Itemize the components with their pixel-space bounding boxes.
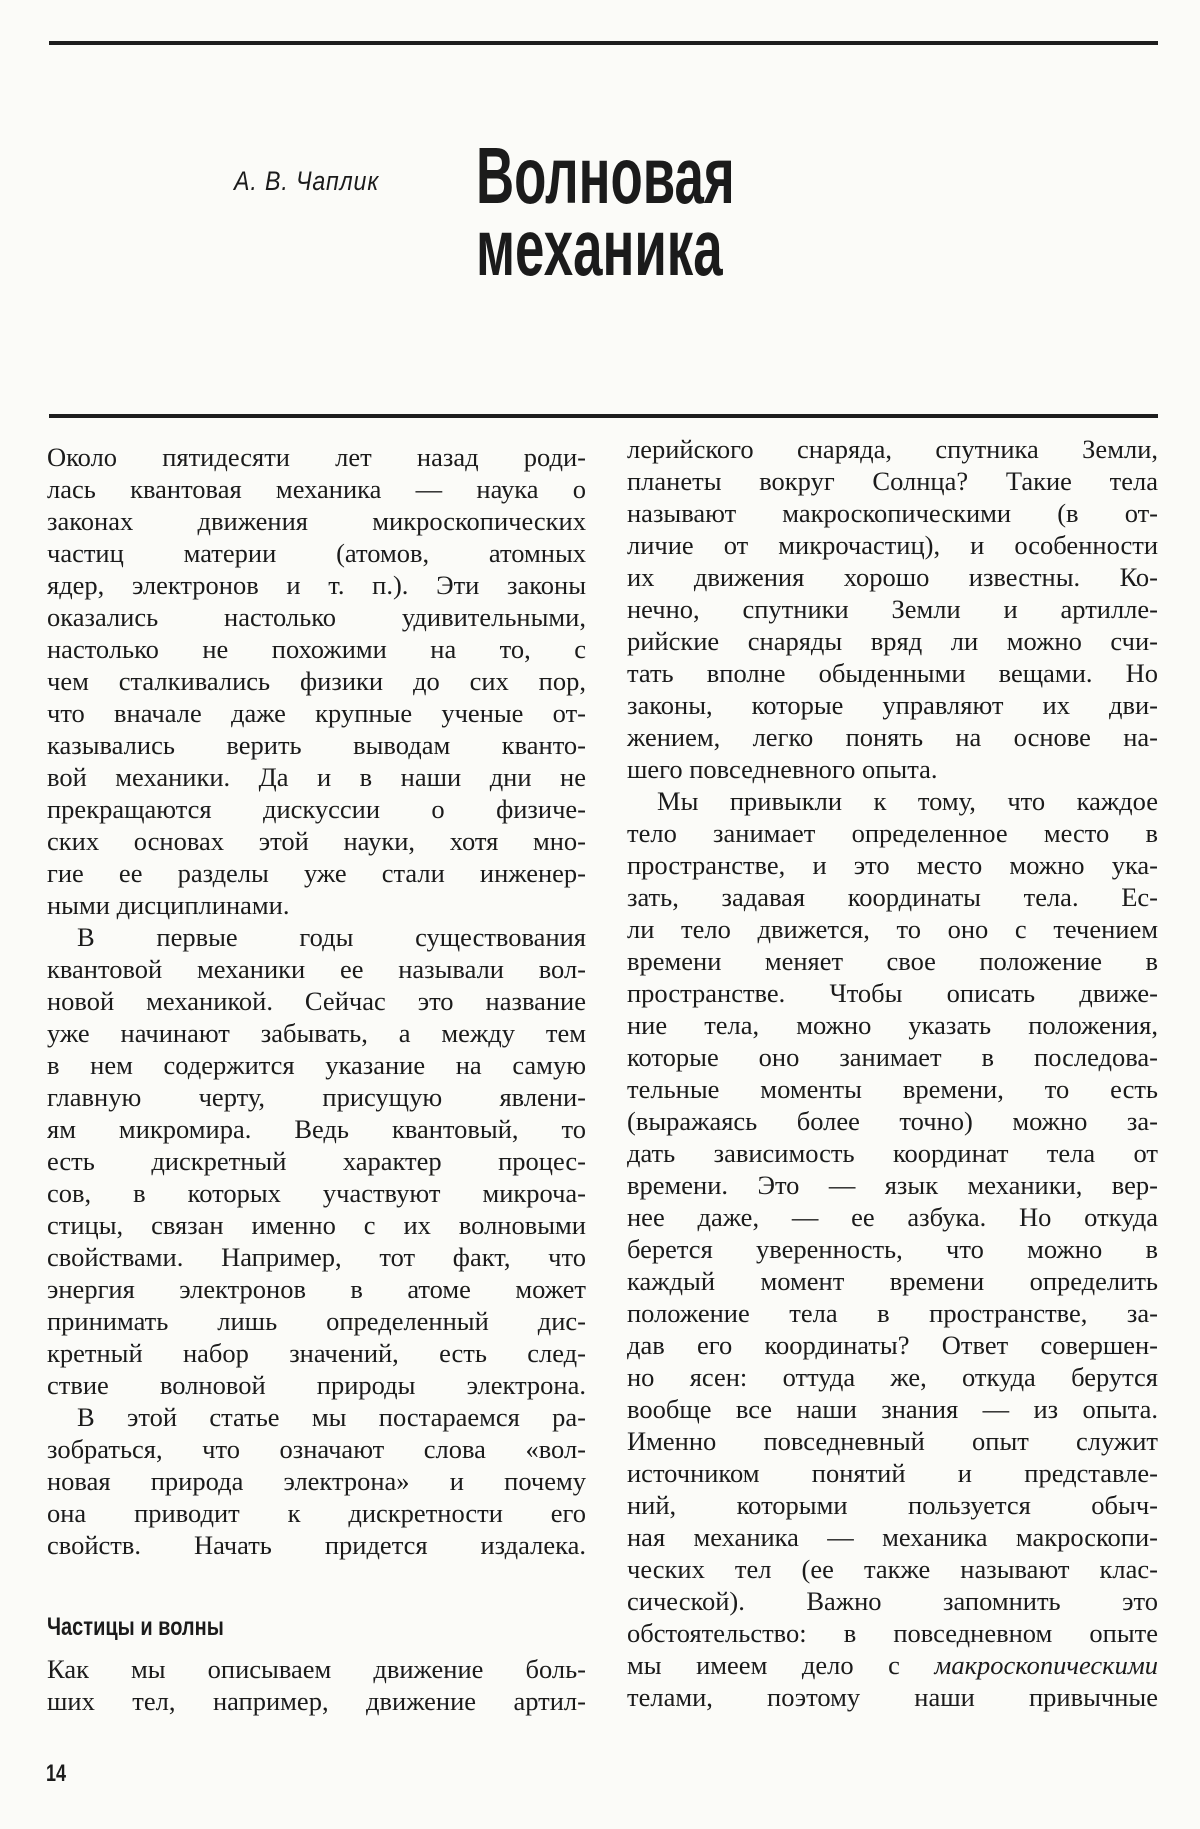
text-line: положение тела в пространстве, за- (627, 1298, 1158, 1328)
text-line: времени. Это — язык механики, вер- (627, 1170, 1158, 1200)
text-line: вой механики. Да и в наши дни не (47, 762, 586, 792)
text-line: сической). Важно запомнить это (627, 1586, 1158, 1616)
text-line: Около пятидесяти лет назад роди- (47, 442, 586, 472)
text-line: дать зависимость координат тела от (627, 1138, 1158, 1168)
text-line (627, 1649, 1158, 1681)
text-line: свойствами. Например, тот факт, что (47, 1242, 586, 1272)
text-line: пространстве. Чтобы описать движе- (627, 978, 1158, 1008)
text-line: ших тел, например, движение артил- (47, 1686, 586, 1716)
text-line: жением, легко понять на основе на- (627, 722, 1158, 752)
text-line: кретный набор значений, есть след- (47, 1338, 586, 1368)
text-line: Именно повседневный опыт служит (627, 1426, 1158, 1456)
text-line: рийские снаряды вряд ли можно счи- (627, 626, 1158, 656)
text-line: зобраться, что означают слова «вол- (47, 1434, 586, 1464)
text-line: времени меняет свое положение в (627, 946, 1158, 976)
text-line: телами, поэтому наши привычные (627, 1682, 1158, 1712)
text-line: личие от микрочастиц), и особенности (627, 530, 1158, 560)
text-line: источником понятий и представле- (627, 1458, 1158, 1488)
section-heading: Частицы и волны (47, 1613, 224, 1641)
text-line: частиц материи (атомов, атомных (47, 538, 586, 568)
section-paragraph (47, 1653, 586, 1717)
text-line: их движения хорошо известны. Ко- (627, 562, 1158, 592)
text-line: которые оно занимает в последова- (627, 1042, 1158, 1072)
text-line: в нем содержится указание на самую (47, 1050, 586, 1080)
text-line: ям микромира. Ведь квантовый, то (47, 1114, 586, 1144)
text-line: гие ее разделы уже стали инженер- (47, 858, 586, 888)
text-line: принимать лишь определенный дис- (47, 1306, 586, 1336)
text-line: чем сталкивались физики до сих пор, (47, 666, 586, 696)
text-line: обстоятельство: в повседневном опыте (627, 1618, 1158, 1648)
text-line: пространстве, и это место можно ука- (627, 850, 1158, 880)
text-line: но ясен: оттуда же, откуда берутся (627, 1362, 1158, 1392)
article-title-line-1: Волновая (476, 131, 735, 220)
text-line: что вначале даже крупные ученые от- (47, 698, 586, 728)
text-line: дав его координаты? Ответ совершен- (627, 1330, 1158, 1360)
text-line: главную черту, присущую явлени- (47, 1082, 586, 1112)
text-line: ли тело движется, то оно с течением (627, 914, 1158, 944)
text-line: В этой статье мы постараемся ра- (77, 1402, 586, 1432)
right-column (627, 433, 1158, 1713)
text-line: ний, которыми пользуется обыч- (627, 1490, 1158, 1520)
text-line: планеты вокруг Солнца? Такие тела (627, 466, 1158, 496)
text-line: нечно, спутники Земли и артилле- (627, 594, 1158, 624)
left-column (47, 441, 586, 1561)
text-line: берется уверенность, что можно в (627, 1234, 1158, 1264)
text-line: казывались верить выводам кванто- (47, 730, 586, 760)
article-author: А. В. Чаплик (234, 166, 380, 196)
text-line: вообще все наши знания — из опыта. (627, 1394, 1158, 1424)
text-line: ческих тел (ее также называют клас- (627, 1554, 1158, 1584)
text-line: ная механика — механика макроскопи- (627, 1522, 1158, 1552)
text-line: квантовой механики ее называли вол- (47, 954, 586, 984)
text-line: тать вполне обыденными вещами. Но (627, 658, 1158, 688)
text-line: ствие волновой природы электрона. (47, 1370, 586, 1400)
text-line: нее даже, — ее азбука. Но откуда (627, 1202, 1158, 1232)
text-line: она приводит к дискретности его (47, 1498, 586, 1528)
text-line: сов, в которых участвуют микроча- (47, 1178, 586, 1208)
text-line: зать, задавая координаты тела. Ес- (627, 882, 1158, 912)
text-line: ние тела, можно указать положения, (627, 1010, 1158, 1040)
text-line: лась квантовая механика — наука о (47, 474, 586, 504)
text-line: настолько не похожими на то, с (47, 634, 586, 664)
text-line: уже начинают забывать, а между тем (47, 1018, 586, 1048)
text-line: ядер, электронов и т. п.). Эти законы (47, 570, 586, 600)
text-line: (выражаясь более точно) можно за- (627, 1106, 1158, 1136)
text-line: есть дискретный характер процес- (47, 1146, 586, 1176)
text-line: энергия электронов в атоме может (47, 1274, 586, 1304)
text-line: каждый момент времени определить (627, 1266, 1158, 1296)
text-line: новая природа электрона» и почему (47, 1466, 586, 1496)
article-title-line-2: механика (476, 203, 723, 292)
text-line: законах движения микроскопических (47, 506, 586, 536)
text-segment: мы имеем дело с (627, 1650, 935, 1680)
text-line: Мы привыкли к тому, что каждое (657, 786, 1158, 816)
top-rule (49, 41, 1158, 45)
text-line: ными дисциплинами. (47, 890, 290, 920)
text-line: Как мы описываем движение боль- (47, 1654, 586, 1684)
text-line: называют макроскопическими (в от- (627, 498, 1158, 528)
italic-term: макроскопическими (934, 1650, 1158, 1680)
text-line: тельные моменты времени, то есть (627, 1074, 1158, 1104)
text-line: оказались настолько удивительными, (47, 602, 586, 632)
text-line: прекращаются дискуссии о физиче- (47, 794, 586, 824)
text-line: шего повседневного опыта. (627, 754, 938, 784)
text-line: В первые годы существования (77, 922, 586, 952)
page-number: 14 (46, 1760, 67, 1787)
text-line: законы, которые управляют их дви- (627, 690, 1158, 720)
text-line: лерийского снаряда, спутника Земли, (627, 434, 1158, 464)
text-line: свойств. Начать придется издалека. (47, 1530, 586, 1560)
text-line: тело занимает определенное место в (627, 818, 1158, 848)
title-separator-rule (49, 414, 1158, 418)
text-line: новой механикой. Сейчас это название (47, 986, 586, 1016)
text-line: стицы, связан именно с их волновыми (47, 1210, 586, 1240)
text-line: ских основах этой науки, хотя мно- (47, 826, 586, 856)
